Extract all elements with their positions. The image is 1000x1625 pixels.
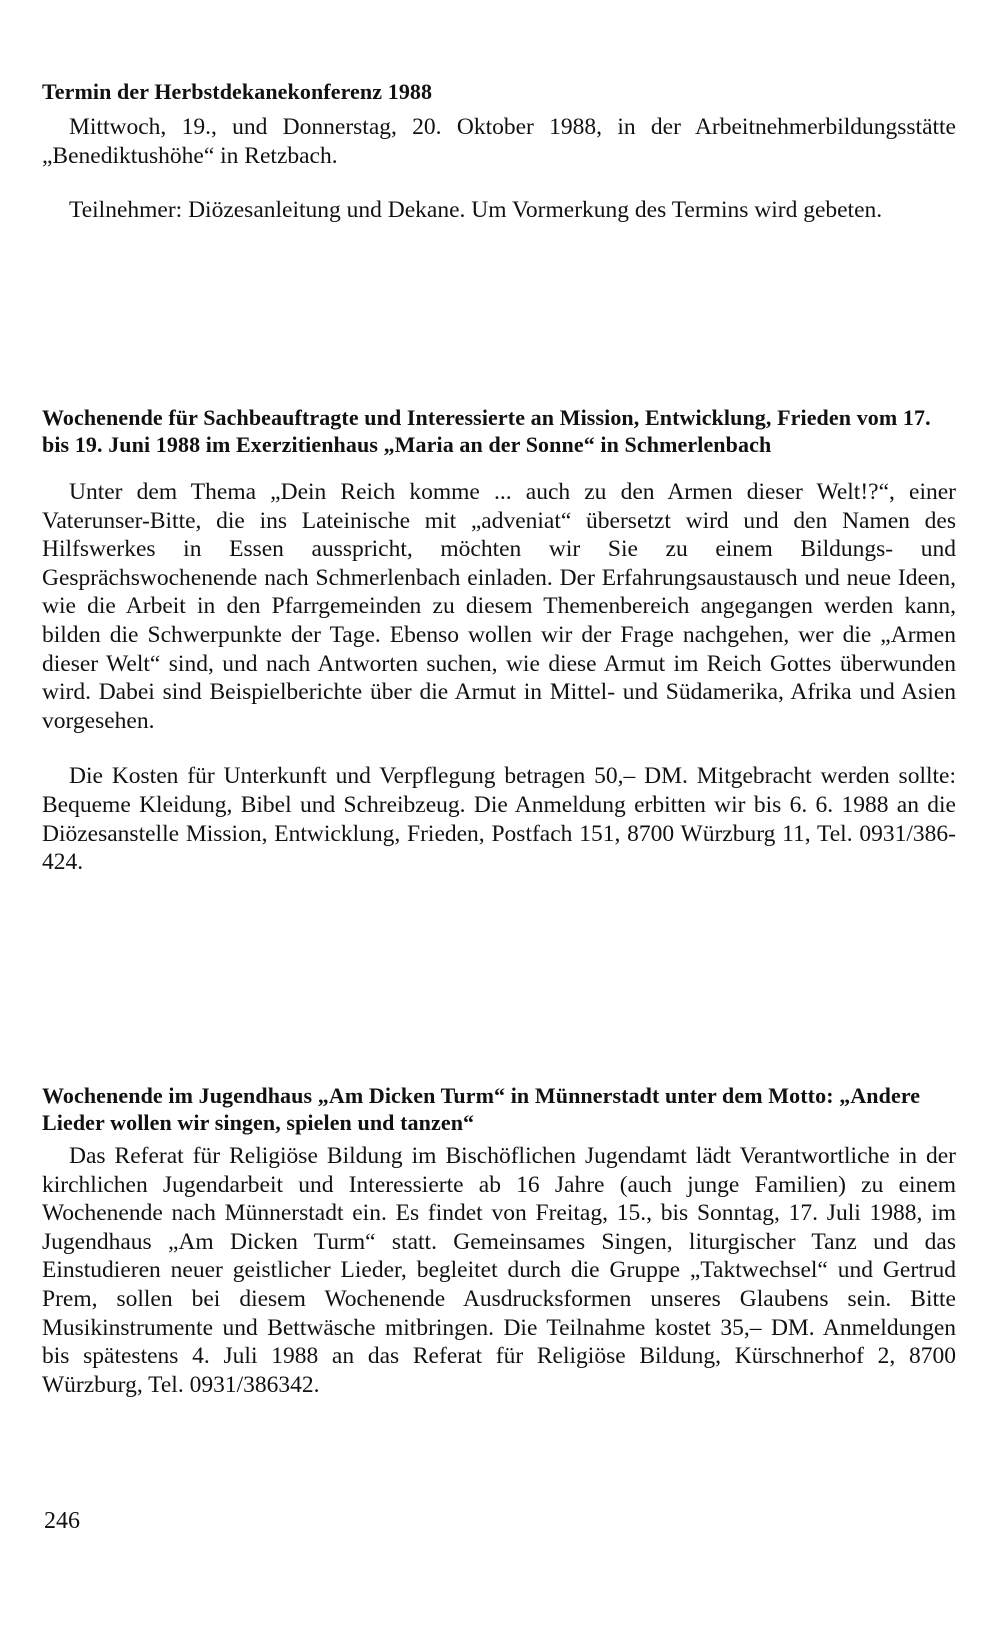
section-mission-wochenende (42, 404, 956, 877)
section-paragraph: Die Kosten für Unterkunft und Verpflegung betragen 50,– DM. Mitgebracht werden sollte: Bequeme Kleidung, Bibel und Schreibzeug. Die Anmeldung erbitten wir bis 6. 6. 1988 an die Diözesanstelle Mission, Entwicklung, Frieden, Postfach 151, 8700 Würzburg 11, Tel. 0931/386-424. (42, 763, 956, 876)
section-paragraph: Teilnehmer: Diözesanleitung und Dekane. Um Vormerkung des Termins wird gebeten. (69, 197, 883, 224)
section-paragraph: Das Referat für Religiöse Bildung im Bischöflichen Jugendamt lädt Verantwortliche in der kirchlichen Jugendarbeit und Interessierte ab 16 Jahre (auch junge Familien) zu einem Wochenende nach Münnerstadt ein. Es findet von Freitag, 15., bis Sonntag, 17. Juli 1988, im Jugendhaus „Am Dicken Turm“ statt. Gemeinsames Singen, liturgischer Tanz und das Einstudieren neuer geistlicher Lieder, begleitet durch die Gruppe „Taktwechsel“ und Gertrud Prem, sollen bei diesem Wochenende Ausdrucksformen unseres Glaubens sein. Bitte Musikinstrumente und Bettwäsche mitbringen. Die Teilnahme kostet 35,– DM. Anmeldungen bis spätestens 4. Juli 1988 an das Referat für Religiöse Bildung, Kürschnerhof 2, 8700 Würzburg, Tel. 0931/386342. (42, 1143, 956, 1398)
page-number: 246 (44, 1508, 80, 1534)
section-heading: Wochenende im Jugendhaus „Am Dicken Turm“ in Münnerstadt unter dem Motto: „Andere Lieder wollen wir singen, spielen und tanzen“ (42, 1083, 921, 1135)
section-paragraph: Unter dem Thema „Dein Reich komme ... auch zu den Armen dieser Welt!?“, einer Vaterunser-Bitte, die ins Lateinische mit „adveniat“ übersetzt wird und den Namen des Hilfswerkes in Essen ausspricht, möchten wir Sie zu einem Bildungs- und Gesprächswochenende nach Schmerlenbach einladen. Der Erfahrungsaustausch und neue Ideen, wie die Arbeit in den Pfarrgemeinden zu diesem Themenbereich angegangen werden kann, bilden die Schwerpunkte der Tage. Ebenso wollen wir der Frage nachgehen, wer die „Armen dieser Welt“ sind, und nach Antworten suchen, wie diese Armut im Reich Gottes überwunden wird. Dabei sind Beispielberichte über die Armut in Mittel- und Südamerika, Afrika und Asien vorgesehen. (42, 479, 956, 734)
section-heading: Termin der Herbstdekanekonferenz 1988 (42, 79, 433, 104)
section-jugendhaus-wochenende (42, 1082, 956, 1399)
section-heading: Wochenende für Sachbeauftragte und Interessierte an Mission, Entwicklung, Frieden vom 17. bis 19. Juni 1988 im Exerzitienhaus „Maria an der Sonne“ in Schmerlenbach (42, 405, 931, 457)
section-herbstdekanekonferenz (42, 78, 956, 225)
section-paragraph: Mittwoch, 19., und Donnerstag, 20. Oktober 1988, in der Arbeitnehmerbildungsstätte „Benediktushöhe“ in Retzbach. (42, 114, 956, 169)
